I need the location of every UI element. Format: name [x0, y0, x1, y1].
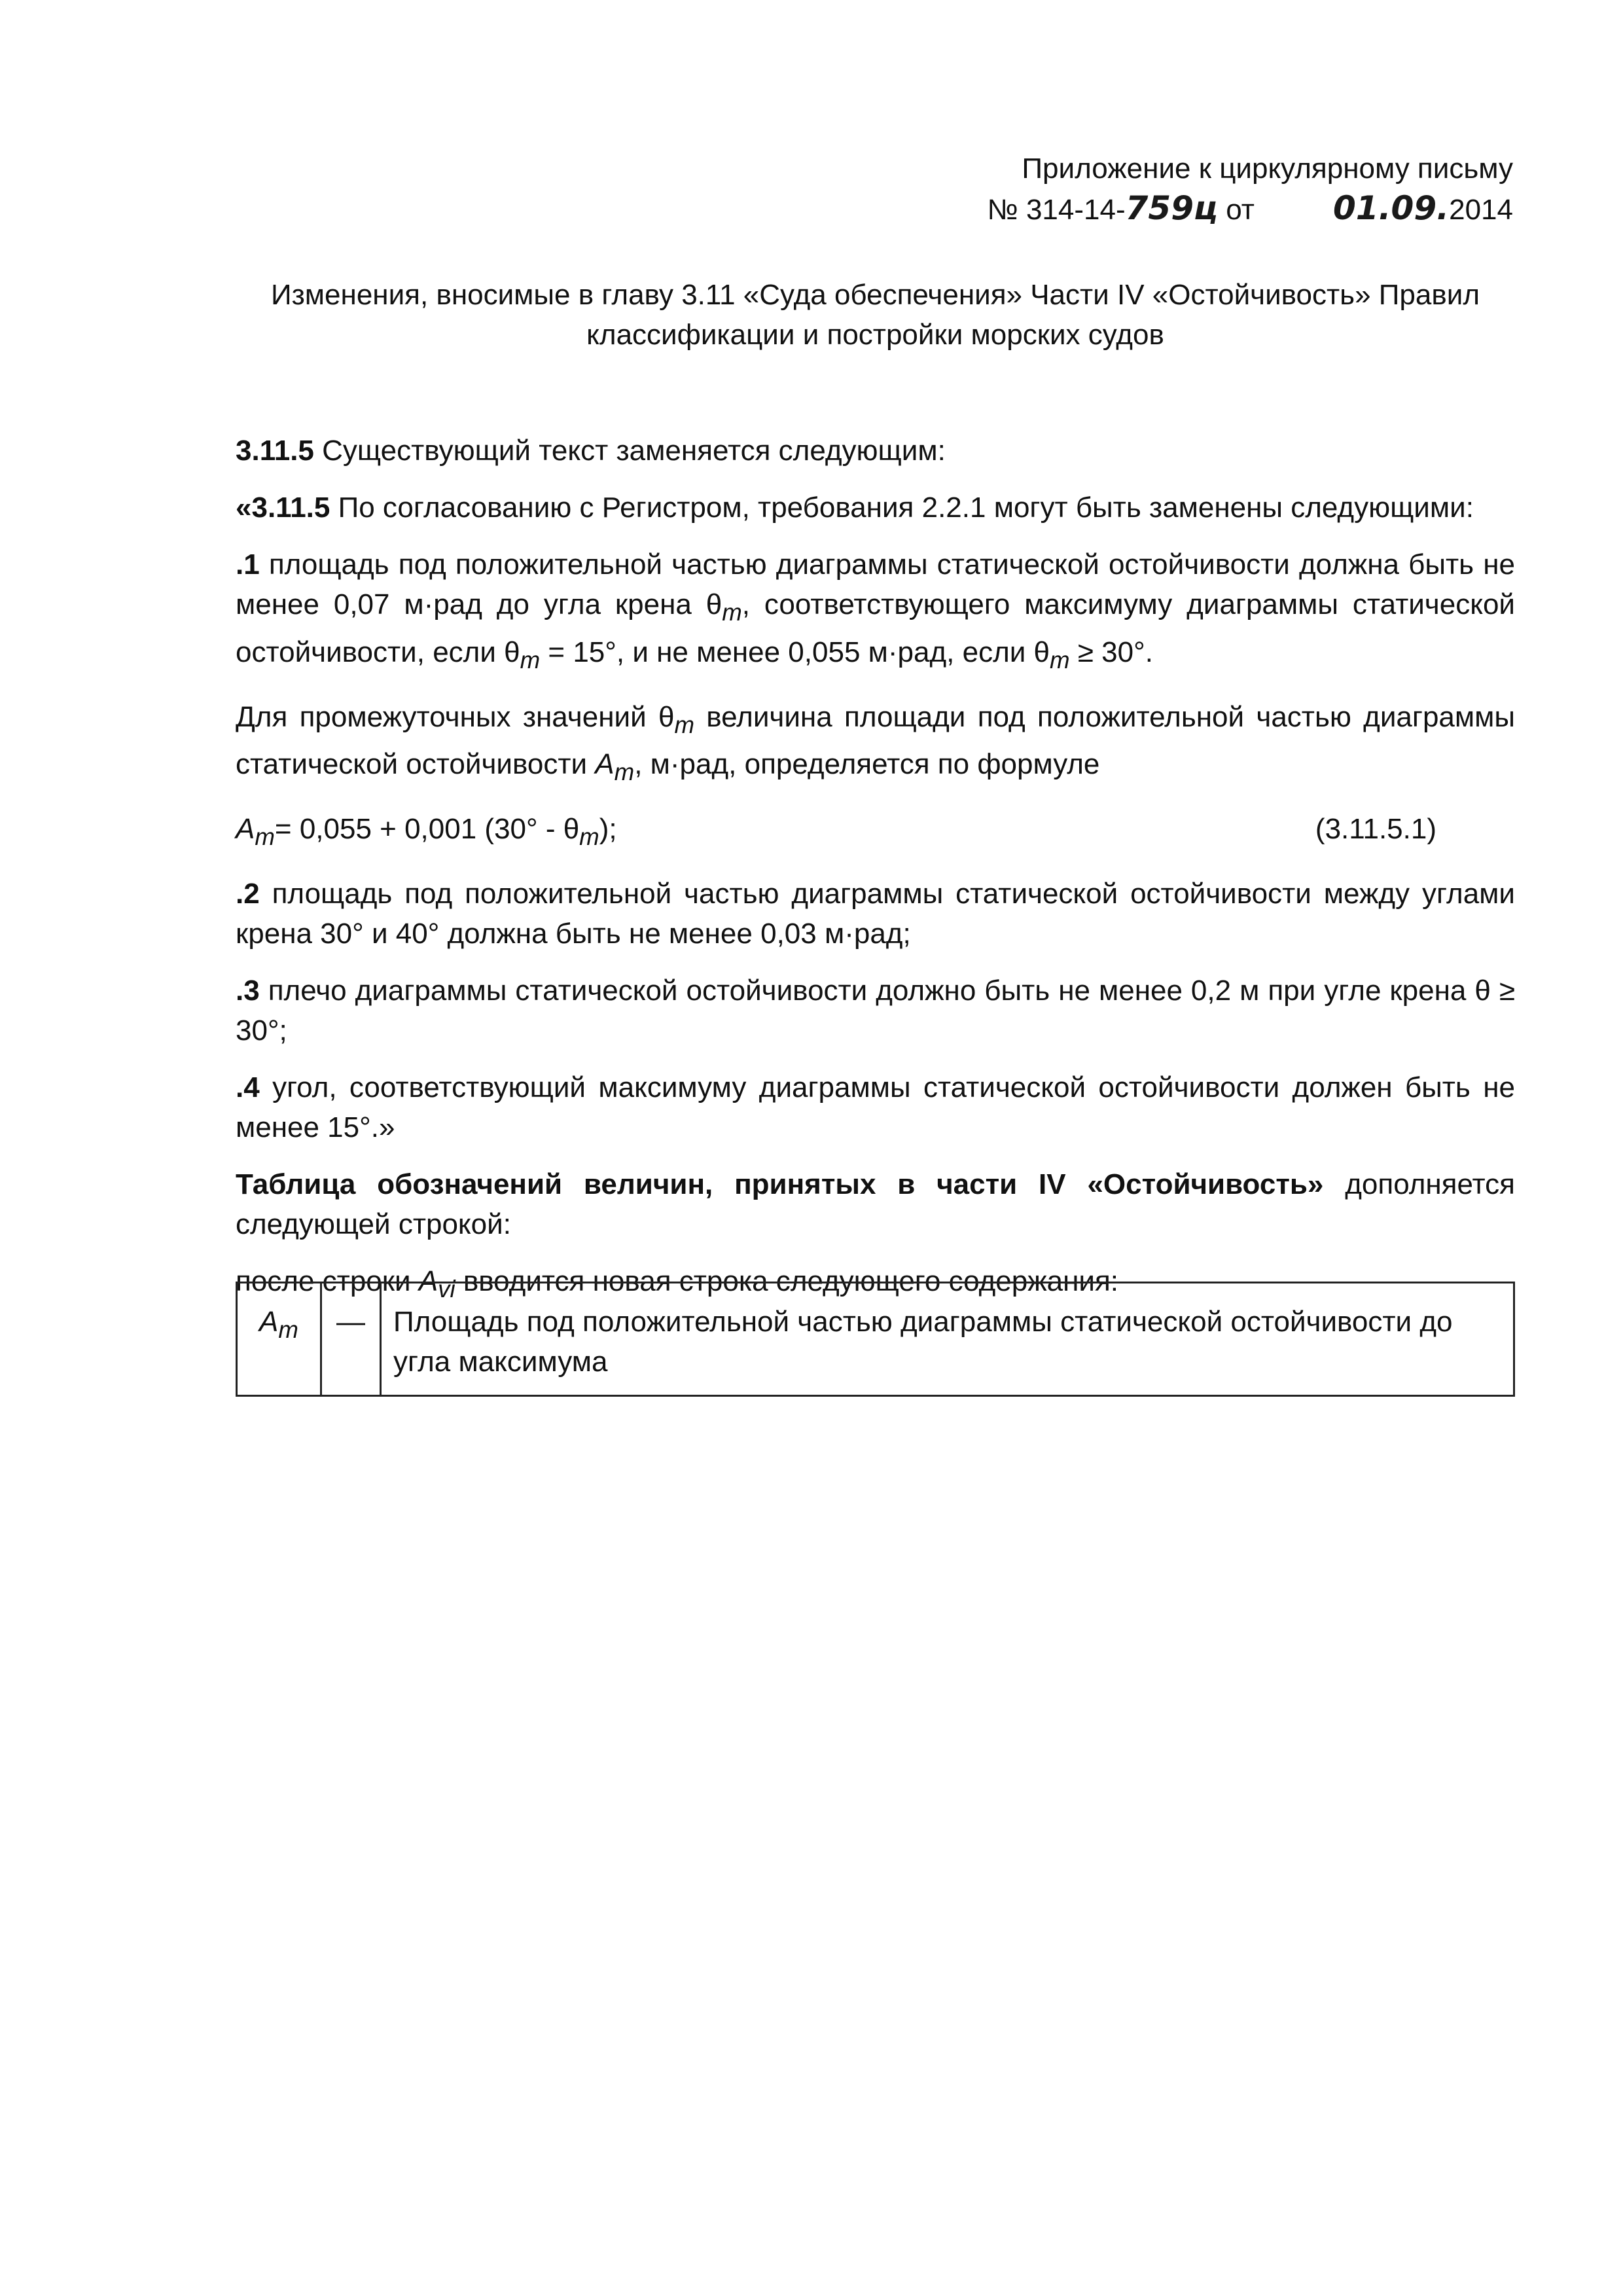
item-1-number: .1 [236, 548, 260, 581]
formula-reference: (3.11.5.1) [1315, 813, 1436, 846]
item-1-text-d: ≥ 30°. [1069, 636, 1153, 668]
intro-number: «3.11.5 [236, 492, 330, 524]
subscript-m: m [722, 598, 742, 626]
intermediate-values-paragraph [236, 697, 1515, 793]
subscript-m: m [1050, 646, 1070, 673]
formula-3-11-5-1 [236, 809, 1515, 857]
item-4 [236, 1067, 1515, 1147]
document-title [236, 275, 1515, 355]
symbol-subscript: m [278, 1316, 298, 1343]
title-line-2: классификации и постройки морских судов [586, 319, 1164, 351]
symbol-cell [237, 1283, 321, 1396]
document-body [236, 431, 1515, 1326]
formula-rhs-a: = 0,055 + 0,001 (30° - θ [274, 813, 580, 846]
intro-paragraph [236, 488, 1515, 528]
table-row [237, 1283, 1514, 1396]
symbols-table [236, 1282, 1515, 1397]
subscript-m: m [674, 711, 694, 738]
table-note [236, 1164, 1515, 1244]
between-text-c: , м·рад, определяется по формуле [634, 748, 1100, 781]
letter-header [988, 149, 1513, 230]
table-note-bold: Таблица обозначений величин, принятых в части IV «Остойчивость» [236, 1168, 1324, 1200]
variable-a: A [418, 1265, 438, 1297]
intro-text: По согласованию с Регистром, требования 2.2.1 могут быть заменены следующими: [330, 492, 1474, 524]
item-1-text-a: площадь под положительной частью диаграммы статической остойчивости должна быть не менее 0,07 м·рад до угла крена θ [236, 548, 1515, 620]
date-year: 2014 [1449, 194, 1513, 226]
subscript-m: m [520, 646, 541, 673]
dash-cell: — [321, 1283, 381, 1396]
formula-rhs-b: ); [599, 813, 617, 846]
symbol-a: A [259, 1306, 279, 1338]
subscript-m: m [579, 823, 599, 850]
item-2-text: площадь под положительной частью диаграммы статической остойчивости между углами крена 30° и 40° должна быть не менее 0,03 м·рад; [236, 877, 1515, 950]
subscript-m: m [614, 759, 635, 786]
number-prefix: № 314-14- [987, 194, 1126, 226]
item-2-number: .2 [236, 877, 260, 910]
item-3-text: плечо диаграммы статической остойчивости должно быть не менее 0,2 м при угле крена θ ≥ 30°; [236, 974, 1515, 1047]
formula-lhs: A [236, 813, 255, 846]
item-1-text-c: = 15°, и не менее 0,055 м·рад, если θ [540, 636, 1050, 668]
subscript-vi: vi [438, 1275, 455, 1302]
item-1 [236, 545, 1515, 680]
after-row-text-b: вводится новая строка следующего содержания: [455, 1265, 1119, 1297]
header-line-2 [988, 188, 1513, 230]
after-row-text-a: после строки [236, 1265, 419, 1297]
description-cell: Площадь под положительной частью диаграммы статической остойчивости до угла максимума [381, 1283, 1514, 1396]
variable-a: A [595, 748, 615, 781]
header-line-1: Приложение к циркулярному письму [1022, 152, 1513, 185]
section-text: Существующий текст заменяется следующим: [313, 435, 946, 467]
item-3-number: .3 [236, 974, 260, 1007]
item-3 [236, 971, 1515, 1050]
handwritten-date: 01.09. [1332, 189, 1450, 227]
between-text-b: величина площади под положительной частью диаграммы статической остойчивости [236, 700, 1516, 781]
section-number: 3.11.5 [236, 435, 314, 467]
date-word: от [1226, 194, 1255, 226]
item-4-number: .4 [236, 1071, 260, 1103]
formula-expression [236, 809, 617, 857]
section-heading [236, 431, 1515, 471]
title-line-1: Изменения, вносимые в главу 3.11 «Суда обеспечения» Части IV «Остойчивость» Правил [271, 279, 1480, 311]
subscript-m: m [255, 823, 275, 850]
item-1-text-b: , соответствующего максимуму диаграммы статической остойчивости, если θ [236, 588, 1515, 668]
between-text-a: Для промежуточных значений θ [236, 700, 675, 733]
item-2 [236, 874, 1515, 954]
item-4-text: угол, соответствующий максимуму диаграммы статической остойчивости должен быть не менее 15°.» [236, 1071, 1515, 1143]
table-note-text: дополняется следующей строкой: [236, 1168, 1516, 1240]
handwritten-number: 759ц [1125, 189, 1219, 227]
